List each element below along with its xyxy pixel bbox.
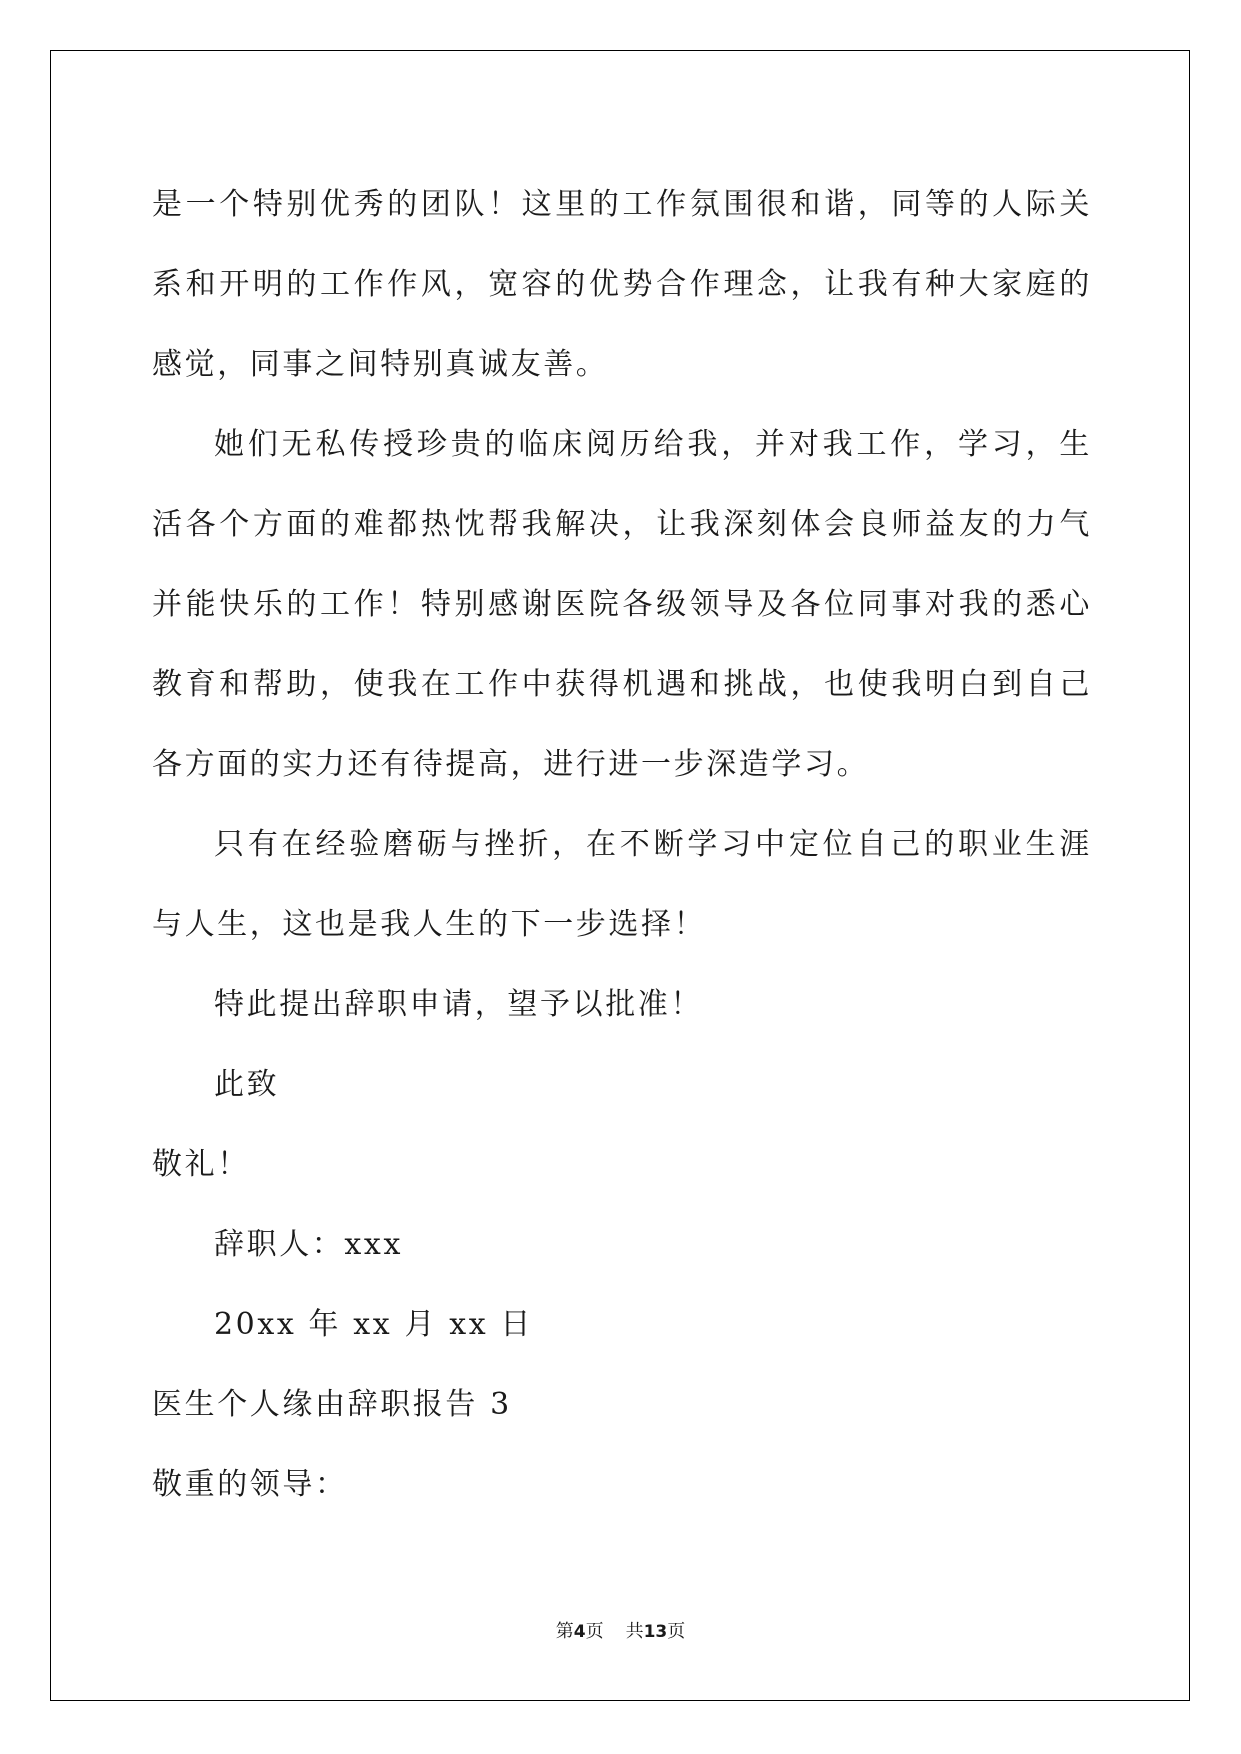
date-line: 20xx 年 xx 月 xx 日	[214, 1307, 533, 1342]
page-prefix: 第	[555, 1621, 574, 1642]
section-title: 医生个人缘由辞职报告 3	[152, 1387, 512, 1422]
document-body	[152, 165, 1092, 1525]
paragraph-3: 只有在经验磨砺与挫折，在不断学习中定位自己的职业生涯与人生，这也是我人生的下一步选择！	[152, 827, 1092, 942]
greeting-line: 敬重的领导：	[152, 1467, 348, 1502]
paragraph-2: 她们无私传授珍贵的临床阅历给我，并对我工作，学习，生活各个方面的难都热忱帮我解决，让我深刻体会良师益友的力气并能快乐的工作！特别感谢医院各级领导及各位同事对我的悉心教育和帮助，使我在工作中获得机遇和挑战，也使我明白到自己各方面的实力还有待提高，进行进一步深造学习。	[152, 427, 1092, 782]
salutation-closing: 此致	[214, 1067, 280, 1102]
request-line: 特此提出辞职申请，望予以批准！	[214, 987, 703, 1022]
paragraph-1: 是一个特别优秀的团队！这里的工作氛围很和谐，同等的人际关系和开明的工作作风，宽容的优势合作理念，让我有种大家庭的感觉，同事之间特别真诚友善。	[152, 187, 1092, 382]
page-footer	[0, 1617, 1241, 1643]
total-pages: 13	[643, 1622, 668, 1642]
page-suffix: 页	[585, 1621, 604, 1642]
total-suffix: 页	[667, 1621, 686, 1642]
total-prefix: 共	[625, 1621, 644, 1642]
regards-line: 敬礼！	[152, 1147, 250, 1182]
page-number: 4	[573, 1622, 586, 1642]
signature-line: 辞职人：xxx	[214, 1227, 403, 1262]
